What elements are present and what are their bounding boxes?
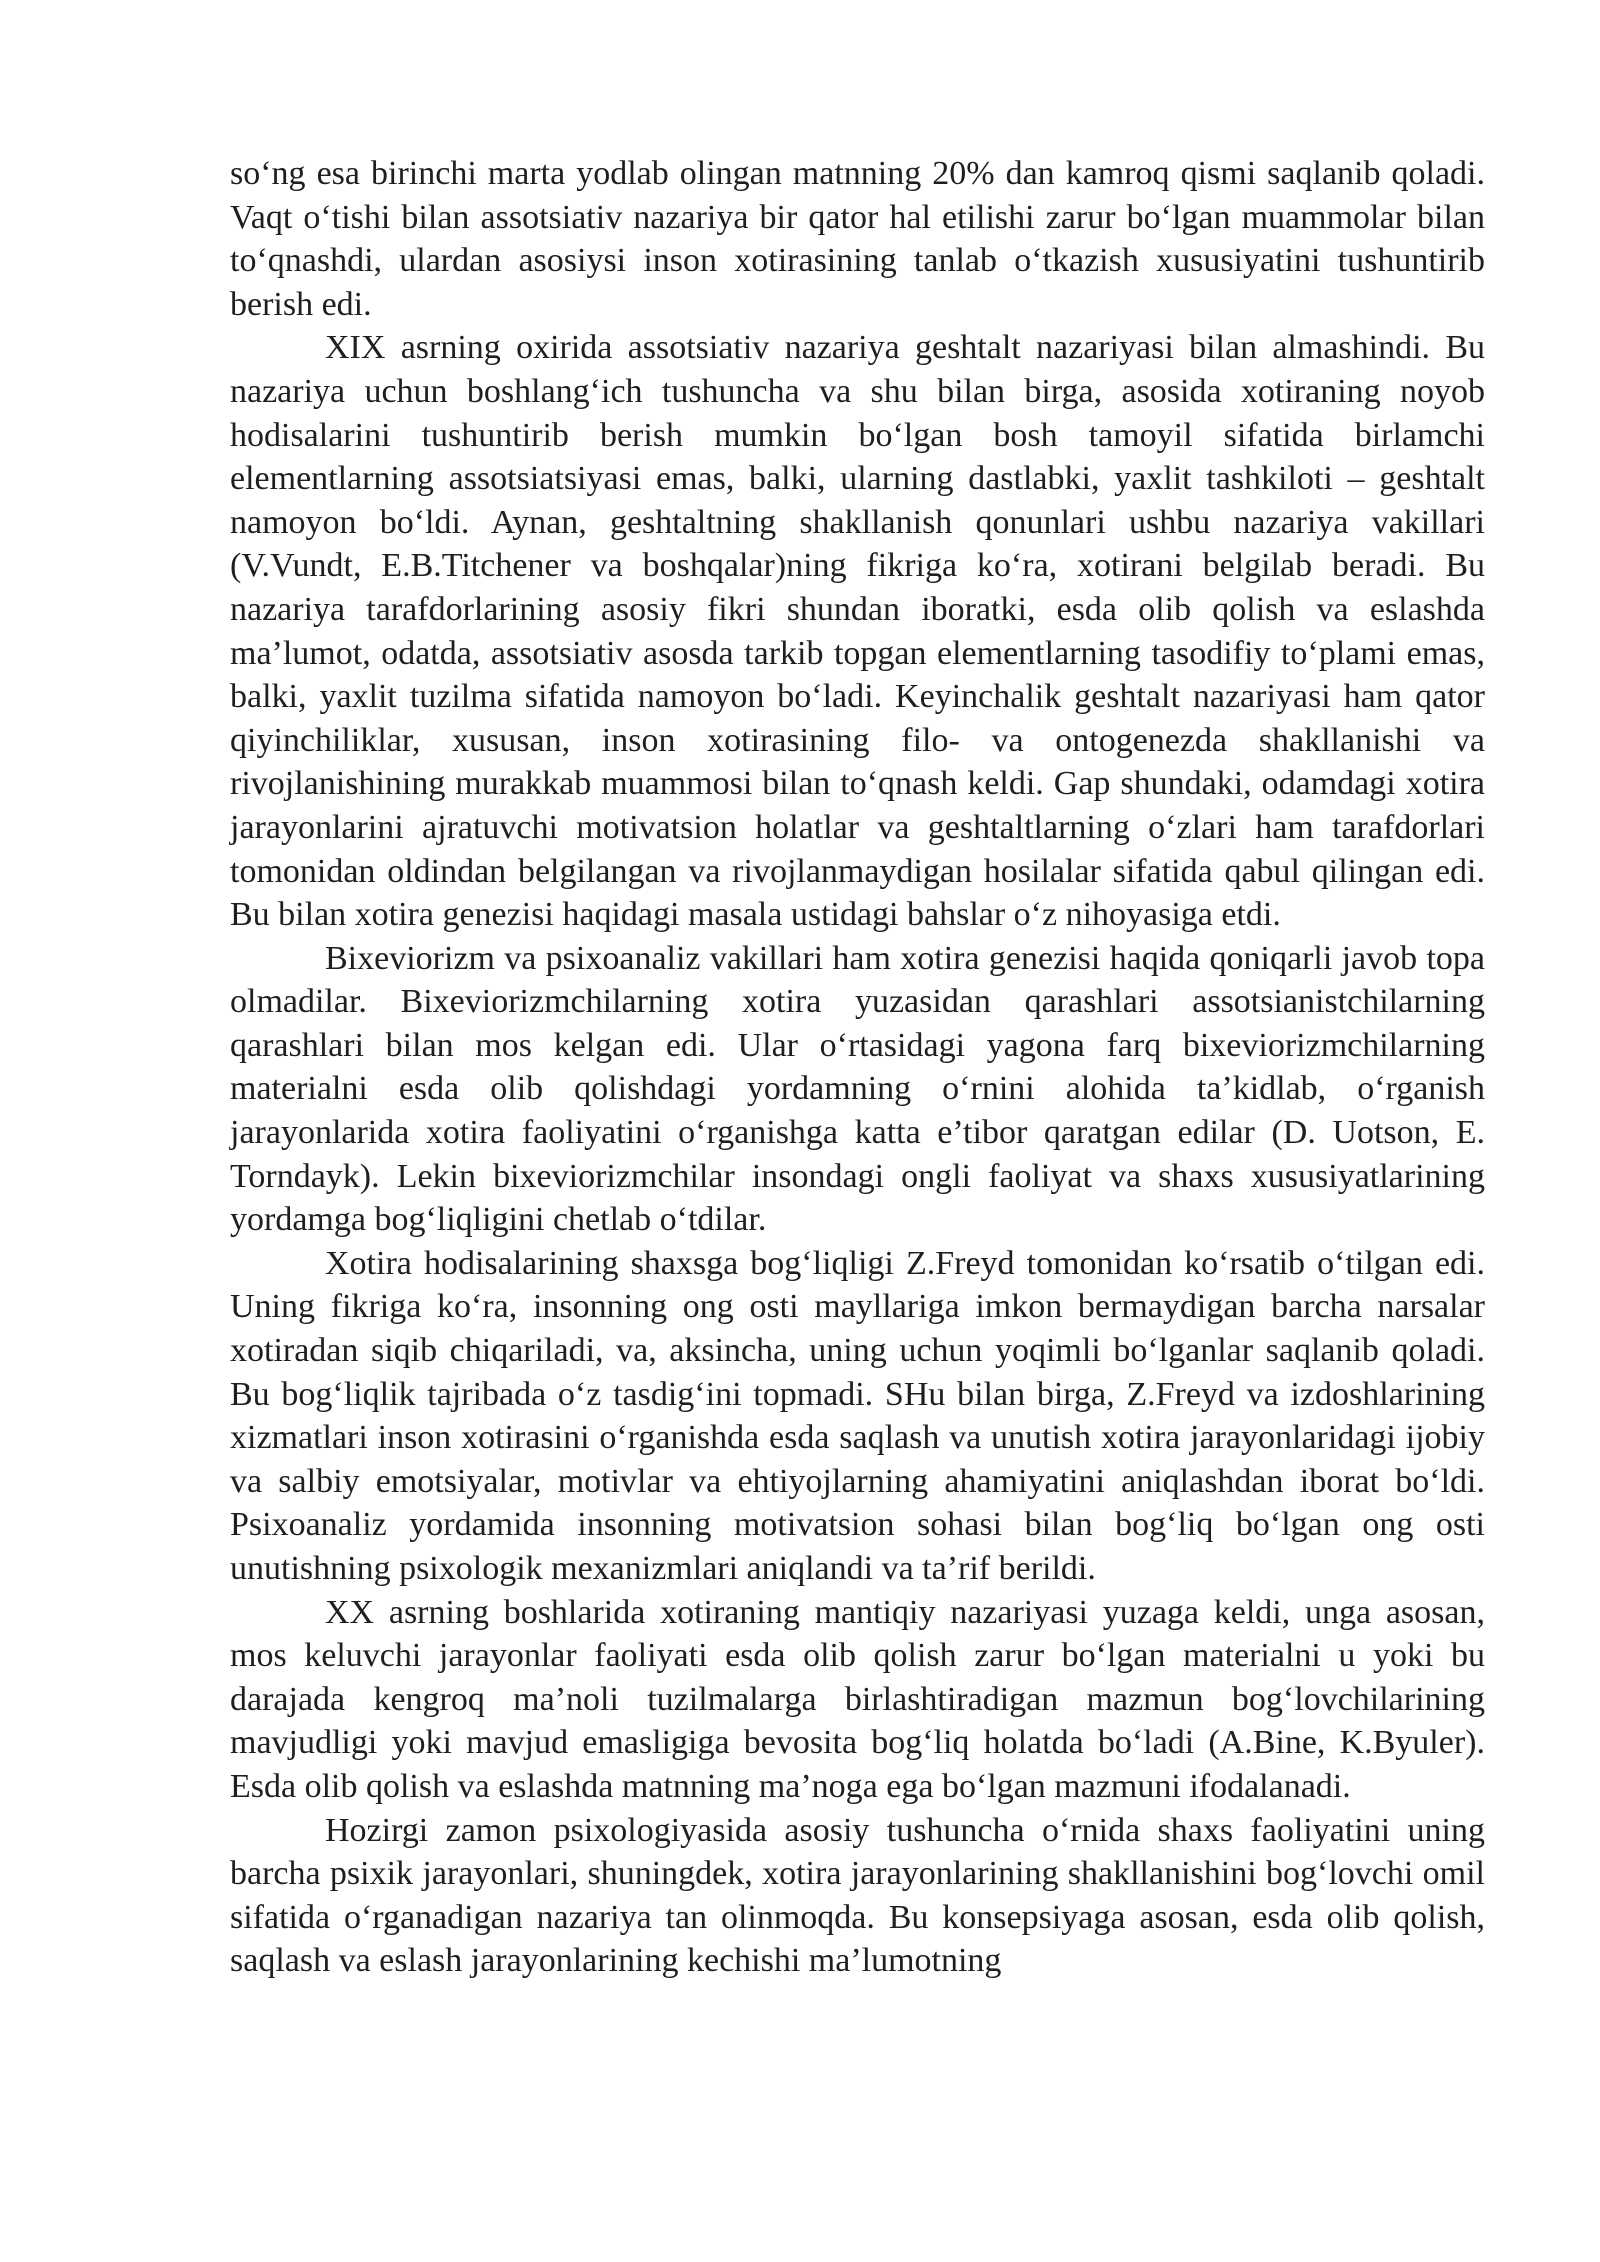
document-page <box>230 152 1485 1983</box>
paragraph-2: XIX asrning oxirida assotsiativ nazariya geshtalt nazariyasi bilan almashindi. Bu nazariya uchun boshlang‘ich tushuncha va shu bilan birga, asosida xotiraning noyob hodisalarini tushuntirib berish mumkin bo‘lgan bosh tamoyil sifatida birlamchi elementlarning assotsiatsiyasi emas, balki, ularning dastlabki, yaxlit tashkiloti – geshtalt namoyon bo‘ldi. Aynan, geshtaltning shakllanish qonunlari ushbu nazariya vakillari (V.Vundt, E.B.Titchener va boshqalar)ning fikriga ko‘ra, xotirani belgilab beradi. Bu nazariya tarafdorlarining asosiy fikri shundan iboratki, esda olib qolish va eslashda ma’lumot, odatda, assotsiativ asosda tarkib topgan elementlarning tasodifiy to‘plami emas, balki, yaxlit tuzilma sifatida namoyon bo‘ladi. Keyinchalik geshtalt nazariyasi ham qator qiyinchiliklar, xususan, inson xotirasining filo- va ontogenezda shakllanishi va rivojlanishining murakkab muammosi bilan to‘qnash keldi. Gap shundaki, odamdagi xotira jarayonlarini ajratuvchi motivatsion holatlar va geshtaltlarning o‘zlari ham tarafdorlari tomonidan oldindan belgilangan va rivojlanmaydigan hosilalar sifatida qabul qilingan edi. Bu bilan xotira genezisi haqidagi masala ustidagi bahslar o‘z nihoyasiga etdi. <box>230 329 1485 934</box>
paragraph-6: Hozirgi zamon psixologiyasida asosiy tushuncha o‘rnida shaxs faoliyatini uning barcha psixik jarayonlari, shuningdek, xotira jarayonlarining shakllanishini bog‘lovchi omil sifatida o‘rganadigan nazariya tan olinmoqda. Bu konsepsiyaga asosan, esda olib qolish, saqlash va eslash jarayonlarining kechishi ma’lumotning <box>230 1811 1485 1980</box>
paragraph-1: so‘ng esa birinchi marta yodlab olingan matnning 20% dan kamroq qismi saqlanib qoladi. Vaqt o‘tishi bilan assotsiativ nazariya bir qator hal etilishi zarur bo‘lgan muammolar bilan to‘qnashdi, ulardan asosiysi inson xotirasining tanlab o‘tkazish xususiyatini tushuntirib berish edi. <box>230 155 1485 323</box>
paragraph-3: Bixeviorizm va psixoanaliz vakillari ham xotira genezisi haqida qoniqarli javob topa olmadilar. Bixeviorizmchilarning xotira yuzasidan qarashlari assotsianistchilarning qarashlari bilan mos kelgan edi. Ular o‘rtasidagi yagona farq bixeviorizmchilarning materialni esda olib qolishdagi yordamning o‘rnini alohida ta’kidlab, o‘rganish jarayonlarida xotira faoliyatini o‘rganishga katta e’tibor qaratgan edilar (D. Uotson, E. Torndayk). Lekin bixeviorizmchilar insondagi ongli faoliyat va shaxs xususiyatlarining yordamga bog‘liqligini chetlab o‘tdilar. <box>230 939 1485 1239</box>
paragraph-5: XX asrning boshlarida xotiraning mantiqiy nazariyasi yuzaga keldi, unga asosan, mos keluvchi jarayonlar faoliyati esda olib qolish zarur bo‘lgan materialni u yoki bu darajada kengroq ma’noli tuzilmalarga birlashtiradigan mazmun bog‘lovchilarining mavjudligi yoki mavjud emasligiga bevosita bog‘liq holatda bo‘ladi (A.Bine, K.Byuler). Esda olib qolish va eslashda matnning ma’noga ega bo‘lgan mazmuni ifodalanadi. <box>230 1593 1485 1805</box>
paragraph-4: Xotira hodisalarining shaxsga bog‘liqligi Z.Freyd tomonidan ko‘rsatib o‘tilgan edi. Uning fikriga ko‘ra, insonning ong osti mayllariga imkon bermaydigan barcha narsalar xotiradan siqib chiqariladi, va, aksincha, uning uchun yoqimli bo‘lganlar saqlanib qoladi. Bu bog‘liqlik tajribada o‘z tasdig‘ini topmadi. SHu bilan birga, Z.Freyd va izdoshlarining xizmatlari inson xotirasini o‘rganishda esda saqlash va unutish xotira jarayonlaridagi ijobiy va salbiy emotsiyalar, motivlar va ehtiyojlarning ahamiyatini aniqlashdan iborat bo‘ldi. Psixoanaliz yordamida insonning motivatsion sohasi bilan bog‘liq bo‘lgan ong osti unutishning psixologik mexanizmlari aniqlandi va ta’rif berildi. <box>230 1244 1485 1587</box>
